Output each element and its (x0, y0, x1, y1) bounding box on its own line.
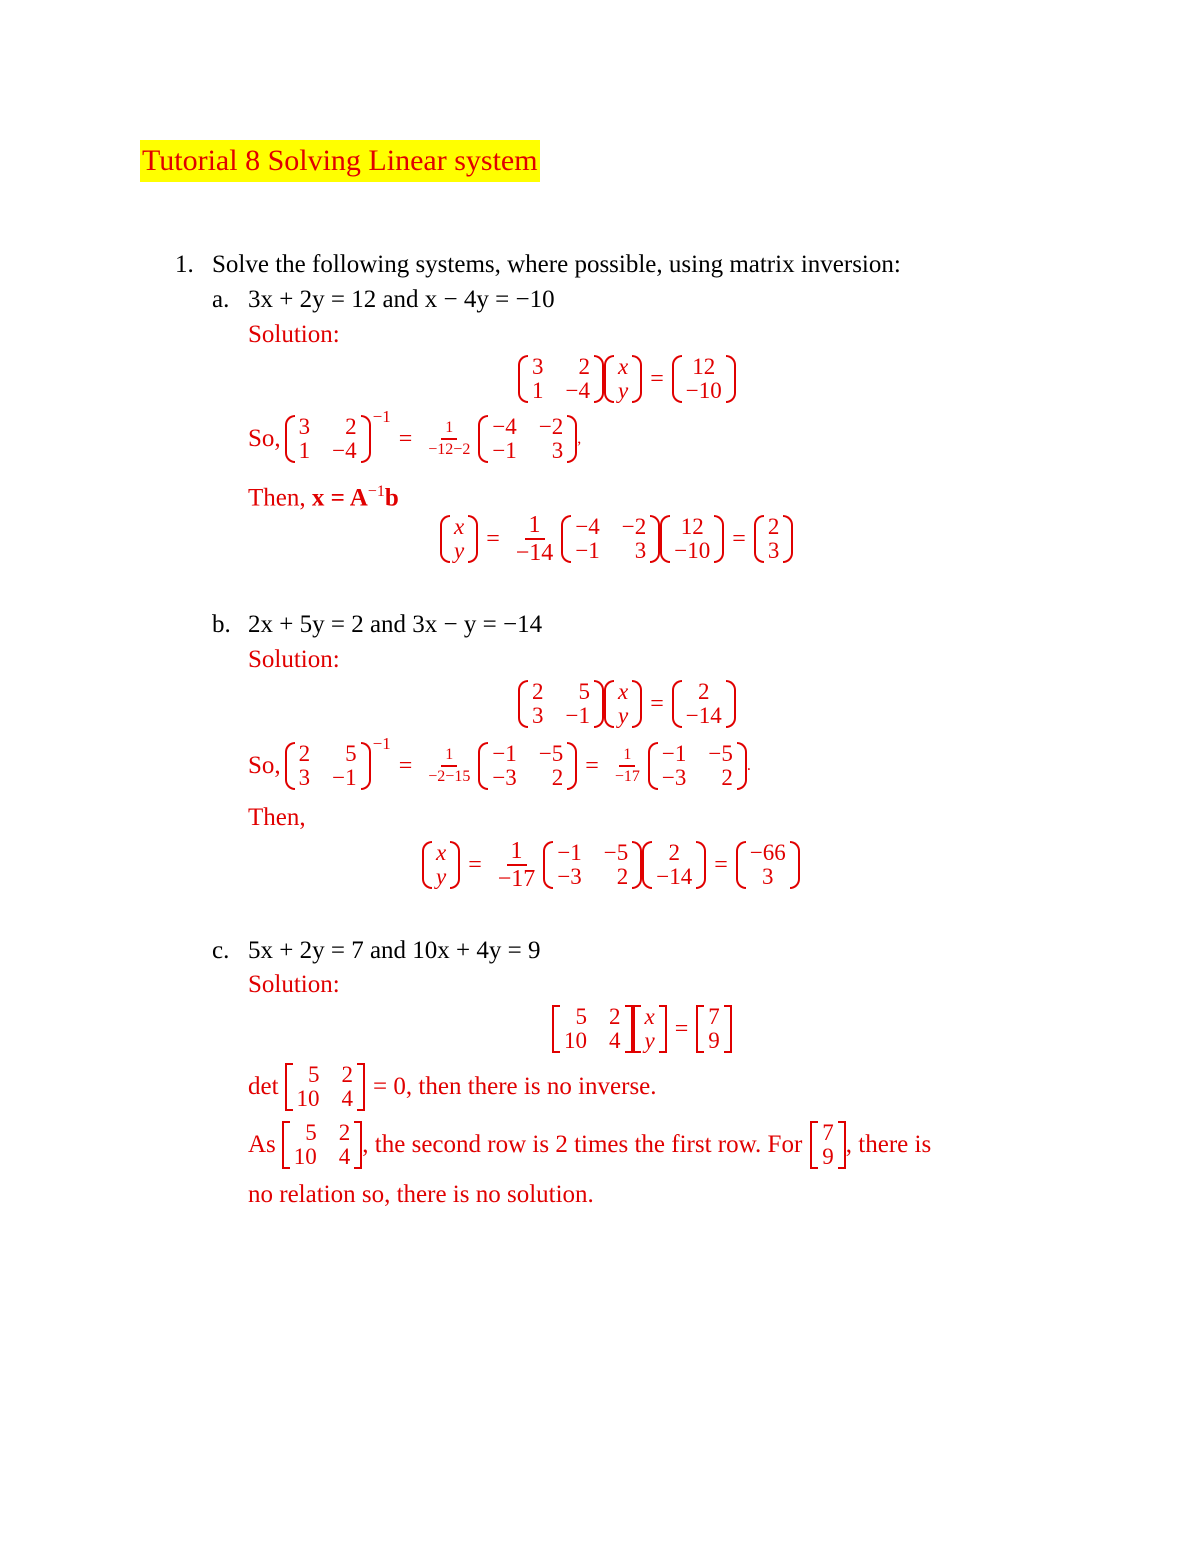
part-b-system: 2 5 3 −1 x y = 2 −14 (518, 680, 736, 728)
part-a-result: x y = $\frac{1}{-14}$ −4 −2 −1 3 12 −10 = 2 3 (440, 512, 793, 566)
question-number: 1. (175, 251, 194, 278)
part-c-label: c. (212, 937, 230, 964)
vector-b: 12 −10 (672, 355, 736, 403)
part-a-solution-label: Solution: (248, 321, 340, 348)
part-a-equation: 3x + 2y = 12 and x − 4y = −10 (248, 286, 555, 313)
vector-xy: x y (604, 355, 642, 403)
part-b-result: x y = $\frac{1}{-17}$ −1 −5 −3 2 2 −14 = −66 3 (422, 838, 800, 892)
part-c-solution-label: Solution: (248, 971, 340, 998)
part-a-then: Then, $x = A^{-1}b$ (248, 483, 399, 512)
part-a-system: 3 2 1 −4 x y = 12 −10 (518, 355, 736, 403)
part-c-det: det 5 2 10 4 = 0, then there is no inverse. (248, 1062, 657, 1111)
part-c-equation: 5x + 2y = 7 and 10x + 4y = 9 (248, 937, 541, 964)
part-a-answer: 2 3 (754, 515, 794, 563)
part-b-label: b. (212, 611, 231, 638)
page-title: Tutorial 8 Solving Linear system (140, 140, 540, 182)
part-b-equation: 2x + 5y = 2 and 3x − y = −14 (248, 611, 543, 638)
part-a-label: a. (212, 286, 230, 313)
part-a-inverse: So, 3 2 1 −4 −1 = $\frac{1}{-12-2}$ −4 −2 −1 3 , (248, 407, 582, 463)
matrix-a: 3 2 1 −4 (518, 355, 604, 403)
part-b-solution-label: Solution: (248, 646, 340, 673)
part-c-system: 5 2 10 4 x y = 7 9 (552, 1005, 732, 1053)
part-c-as: As 5 2 10 4 , the second row is 2 times the first row. For 7 9 , there is (248, 1120, 932, 1169)
part-b-then: Then, (248, 804, 306, 831)
part-b-inverse: So, 2 5 3 −1 −1 = $\frac{1}{-2-15}$ −1 −5 −3 2 = $\frac{1}{-17}$ −1 −5 −3 2 . (248, 734, 751, 790)
part-c-conclusion: no relation so, there is no solution. (248, 1181, 594, 1208)
part-b-answer: −66 3 (736, 841, 800, 889)
question-text: Solve the following systems, where possible, using matrix inversion: (212, 251, 901, 278)
